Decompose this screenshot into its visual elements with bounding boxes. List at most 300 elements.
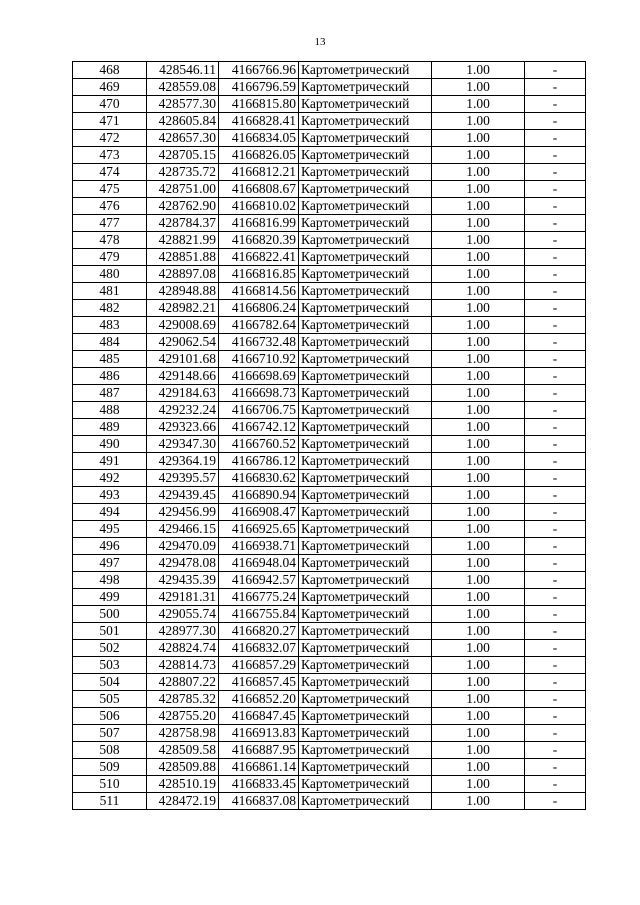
cell-x-coordinate: 429062.54	[147, 334, 219, 351]
cell-method: Картометрический	[299, 385, 432, 402]
cell-x-coordinate: 428758.98	[147, 725, 219, 742]
cell-accuracy: 1.00	[432, 555, 525, 572]
cell-x-coordinate: 428821.99	[147, 232, 219, 249]
cell-point-number: 491	[73, 453, 147, 470]
cell-y-coordinate: 4166710.92	[219, 351, 299, 368]
cell-method: Картометрический	[299, 453, 432, 470]
cell-description: -	[525, 691, 586, 708]
cell-y-coordinate: 4166834.05	[219, 130, 299, 147]
cell-accuracy: 1.00	[432, 402, 525, 419]
cell-method: Картометрический	[299, 708, 432, 725]
cell-description: -	[525, 130, 586, 147]
cell-y-coordinate: 4166698.69	[219, 368, 299, 385]
cell-description: -	[525, 759, 586, 776]
table-row	[73, 657, 586, 674]
table-row	[73, 742, 586, 759]
cell-description: -	[525, 793, 586, 810]
cell-accuracy: 1.00	[432, 657, 525, 674]
cell-x-coordinate: 428472.19	[147, 793, 219, 810]
cell-point-number: 486	[73, 368, 147, 385]
cell-description: -	[525, 215, 586, 232]
cell-point-number: 469	[73, 79, 147, 96]
cell-description: -	[525, 334, 586, 351]
cell-method: Картометрический	[299, 402, 432, 419]
cell-x-coordinate: 429470.09	[147, 538, 219, 555]
table-row	[73, 793, 586, 810]
cell-method: Картометрический	[299, 249, 432, 266]
cell-x-coordinate: 429055.74	[147, 606, 219, 623]
cell-x-coordinate: 428897.08	[147, 266, 219, 283]
cell-x-coordinate: 428824.74	[147, 640, 219, 657]
cell-y-coordinate: 4166938.71	[219, 538, 299, 555]
cell-method: Картометрический	[299, 113, 432, 130]
cell-method: Картометрический	[299, 470, 432, 487]
cell-y-coordinate: 4166890.94	[219, 487, 299, 504]
cell-x-coordinate: 429466.15	[147, 521, 219, 538]
table-row	[73, 266, 586, 283]
cell-method: Картометрический	[299, 147, 432, 164]
cell-x-coordinate: 428735.72	[147, 164, 219, 181]
cell-method: Картометрический	[299, 572, 432, 589]
cell-accuracy: 1.00	[432, 164, 525, 181]
cell-method: Картометрический	[299, 538, 432, 555]
table-row	[73, 674, 586, 691]
cell-y-coordinate: 4166814.56	[219, 283, 299, 300]
cell-point-number: 472	[73, 130, 147, 147]
cell-method: Картометрический	[299, 793, 432, 810]
cell-accuracy: 1.00	[432, 759, 525, 776]
cell-accuracy: 1.00	[432, 606, 525, 623]
cell-method: Картометрический	[299, 317, 432, 334]
cell-point-number: 510	[73, 776, 147, 793]
cell-x-coordinate: 428982.21	[147, 300, 219, 317]
cell-accuracy: 1.00	[432, 504, 525, 521]
cell-accuracy: 1.00	[432, 368, 525, 385]
cell-point-number: 468	[73, 62, 147, 79]
cell-method: Картометрический	[299, 725, 432, 742]
cell-accuracy: 1.00	[432, 130, 525, 147]
cell-accuracy: 1.00	[432, 436, 525, 453]
cell-point-number: 506	[73, 708, 147, 725]
table-row	[73, 708, 586, 725]
cell-method: Картометрический	[299, 130, 432, 147]
cell-accuracy: 1.00	[432, 181, 525, 198]
table-row	[73, 555, 586, 572]
cell-x-coordinate: 429008.69	[147, 317, 219, 334]
cell-y-coordinate: 4166832.07	[219, 640, 299, 657]
cell-y-coordinate: 4166810.02	[219, 198, 299, 215]
cell-y-coordinate: 4166755.84	[219, 606, 299, 623]
cell-y-coordinate: 4166816.85	[219, 266, 299, 283]
cell-description: -	[525, 368, 586, 385]
cell-point-number: 508	[73, 742, 147, 759]
cell-method: Картометрический	[299, 266, 432, 283]
cell-method: Картометрический	[299, 300, 432, 317]
table-row	[73, 759, 586, 776]
cell-accuracy: 1.00	[432, 572, 525, 589]
cell-point-number: 477	[73, 215, 147, 232]
table-row	[73, 776, 586, 793]
cell-x-coordinate: 428751.00	[147, 181, 219, 198]
cell-method: Картометрический	[299, 283, 432, 300]
cell-description: -	[525, 640, 586, 657]
cell-y-coordinate: 4166698.73	[219, 385, 299, 402]
cell-x-coordinate: 429456.99	[147, 504, 219, 521]
cell-x-coordinate: 428546.11	[147, 62, 219, 79]
cell-x-coordinate: 428948.88	[147, 283, 219, 300]
cell-point-number: 505	[73, 691, 147, 708]
cell-description: -	[525, 266, 586, 283]
cell-x-coordinate: 428807.22	[147, 674, 219, 691]
cell-accuracy: 1.00	[432, 793, 525, 810]
cell-point-number: 473	[73, 147, 147, 164]
cell-method: Картометрический	[299, 232, 432, 249]
cell-method: Картометрический	[299, 657, 432, 674]
cell-x-coordinate: 429395.57	[147, 470, 219, 487]
table-row	[73, 504, 586, 521]
cell-y-coordinate: 4166908.47	[219, 504, 299, 521]
cell-x-coordinate: 428510.19	[147, 776, 219, 793]
cell-description: -	[525, 198, 586, 215]
cell-y-coordinate: 4166948.04	[219, 555, 299, 572]
cell-y-coordinate: 4166732.48	[219, 334, 299, 351]
table-row	[73, 725, 586, 742]
cell-description: -	[525, 453, 586, 470]
cell-description: -	[525, 674, 586, 691]
cell-x-coordinate: 429181.31	[147, 589, 219, 606]
cell-description: -	[525, 504, 586, 521]
table-row	[73, 487, 586, 504]
cell-y-coordinate: 4166828.41	[219, 113, 299, 130]
cell-description: -	[525, 249, 586, 266]
cell-x-coordinate: 429323.66	[147, 419, 219, 436]
cell-x-coordinate: 429439.45	[147, 487, 219, 504]
cell-accuracy: 1.00	[432, 776, 525, 793]
table-row	[73, 589, 586, 606]
cell-accuracy: 1.00	[432, 249, 525, 266]
cell-accuracy: 1.00	[432, 470, 525, 487]
cell-y-coordinate: 4166942.57	[219, 572, 299, 589]
cell-point-number: 504	[73, 674, 147, 691]
cell-description: -	[525, 572, 586, 589]
cell-accuracy: 1.00	[432, 487, 525, 504]
cell-method: Картометрический	[299, 436, 432, 453]
cell-accuracy: 1.00	[432, 385, 525, 402]
table-row	[73, 79, 586, 96]
cell-accuracy: 1.00	[432, 232, 525, 249]
table-row	[73, 691, 586, 708]
cell-accuracy: 1.00	[432, 708, 525, 725]
cell-description: -	[525, 487, 586, 504]
table-row	[73, 249, 586, 266]
cell-accuracy: 1.00	[432, 266, 525, 283]
cell-method: Картометрический	[299, 181, 432, 198]
cell-accuracy: 1.00	[432, 419, 525, 436]
table-row	[73, 147, 586, 164]
cell-x-coordinate: 428559.08	[147, 79, 219, 96]
cell-point-number: 474	[73, 164, 147, 181]
cell-accuracy: 1.00	[432, 674, 525, 691]
cell-method: Картометрический	[299, 759, 432, 776]
cell-y-coordinate: 4166925.65	[219, 521, 299, 538]
cell-accuracy: 1.00	[432, 62, 525, 79]
cell-point-number: 497	[73, 555, 147, 572]
cell-point-number: 471	[73, 113, 147, 130]
cell-description: -	[525, 113, 586, 130]
cell-x-coordinate: 428705.15	[147, 147, 219, 164]
cell-description: -	[525, 385, 586, 402]
cell-method: Картометрический	[299, 79, 432, 96]
cell-y-coordinate: 4166766.96	[219, 62, 299, 79]
cell-description: -	[525, 606, 586, 623]
table-row	[73, 334, 586, 351]
table-row	[73, 181, 586, 198]
cell-y-coordinate: 4166857.29	[219, 657, 299, 674]
table-row	[73, 283, 586, 300]
cell-accuracy: 1.00	[432, 623, 525, 640]
table-row	[73, 470, 586, 487]
cell-point-number: 511	[73, 793, 147, 810]
cell-point-number: 502	[73, 640, 147, 657]
cell-x-coordinate: 428509.58	[147, 742, 219, 759]
cell-point-number: 509	[73, 759, 147, 776]
cell-point-number: 478	[73, 232, 147, 249]
cell-point-number: 498	[73, 572, 147, 589]
cell-y-coordinate: 4166812.21	[219, 164, 299, 181]
cell-description: -	[525, 164, 586, 181]
cell-x-coordinate: 428785.32	[147, 691, 219, 708]
cell-method: Картометрический	[299, 606, 432, 623]
cell-description: -	[525, 147, 586, 164]
cell-description: -	[525, 589, 586, 606]
cell-description: -	[525, 742, 586, 759]
cell-method: Картометрический	[299, 198, 432, 215]
table-row	[73, 419, 586, 436]
cell-description: -	[525, 470, 586, 487]
table-row	[73, 538, 586, 555]
cell-method: Картометрический	[299, 215, 432, 232]
cell-x-coordinate: 429232.24	[147, 402, 219, 419]
table-row	[73, 640, 586, 657]
table-row	[73, 572, 586, 589]
cell-x-coordinate: 429364.19	[147, 453, 219, 470]
cell-accuracy: 1.00	[432, 283, 525, 300]
cell-point-number: 489	[73, 419, 147, 436]
cell-x-coordinate: 428762.90	[147, 198, 219, 215]
cell-method: Картометрический	[299, 368, 432, 385]
cell-point-number: 470	[73, 96, 147, 113]
cell-x-coordinate: 428814.73	[147, 657, 219, 674]
cell-description: -	[525, 776, 586, 793]
table-row	[73, 317, 586, 334]
cell-point-number: 503	[73, 657, 147, 674]
cell-description: -	[525, 538, 586, 555]
coordinates-table	[72, 61, 586, 810]
table-row	[73, 351, 586, 368]
cell-point-number: 495	[73, 521, 147, 538]
table-row	[73, 436, 586, 453]
cell-point-number: 501	[73, 623, 147, 640]
cell-y-coordinate: 4166822.41	[219, 249, 299, 266]
cell-y-coordinate: 4166913.83	[219, 725, 299, 742]
cell-description: -	[525, 96, 586, 113]
cell-method: Картометрический	[299, 674, 432, 691]
cell-y-coordinate: 4166837.08	[219, 793, 299, 810]
cell-method: Картометрический	[299, 164, 432, 181]
cell-description: -	[525, 419, 586, 436]
cell-method: Картометрический	[299, 742, 432, 759]
cell-y-coordinate: 4166887.95	[219, 742, 299, 759]
cell-method: Картометрический	[299, 640, 432, 657]
cell-method: Картометрический	[299, 521, 432, 538]
cell-x-coordinate: 428851.88	[147, 249, 219, 266]
cell-y-coordinate: 4166816.99	[219, 215, 299, 232]
cell-y-coordinate: 4166775.24	[219, 589, 299, 606]
cell-point-number: 488	[73, 402, 147, 419]
cell-x-coordinate: 429478.08	[147, 555, 219, 572]
cell-description: -	[525, 351, 586, 368]
cell-accuracy: 1.00	[432, 725, 525, 742]
table-row	[73, 232, 586, 249]
cell-description: -	[525, 436, 586, 453]
cell-y-coordinate: 4166706.75	[219, 402, 299, 419]
cell-x-coordinate: 429184.63	[147, 385, 219, 402]
cell-point-number: 485	[73, 351, 147, 368]
cell-description: -	[525, 402, 586, 419]
cell-y-coordinate: 4166820.39	[219, 232, 299, 249]
cell-x-coordinate: 428509.88	[147, 759, 219, 776]
cell-description: -	[525, 283, 586, 300]
cell-y-coordinate: 4166808.67	[219, 181, 299, 198]
cell-point-number: 487	[73, 385, 147, 402]
cell-accuracy: 1.00	[432, 113, 525, 130]
cell-y-coordinate: 4166760.52	[219, 436, 299, 453]
cell-description: -	[525, 181, 586, 198]
cell-method: Картометрический	[299, 334, 432, 351]
cell-x-coordinate: 429148.66	[147, 368, 219, 385]
cell-point-number: 492	[73, 470, 147, 487]
table-row	[73, 164, 586, 181]
table-row	[73, 623, 586, 640]
cell-description: -	[525, 657, 586, 674]
cell-method: Картометрический	[299, 62, 432, 79]
cell-description: -	[525, 555, 586, 572]
cell-y-coordinate: 4166833.45	[219, 776, 299, 793]
cell-y-coordinate: 4166782.64	[219, 317, 299, 334]
cell-accuracy: 1.00	[432, 691, 525, 708]
cell-method: Картометрический	[299, 776, 432, 793]
cell-x-coordinate: 429101.68	[147, 351, 219, 368]
cell-point-number: 493	[73, 487, 147, 504]
cell-point-number: 479	[73, 249, 147, 266]
cell-x-coordinate: 428577.30	[147, 96, 219, 113]
cell-y-coordinate: 4166857.45	[219, 674, 299, 691]
table-row	[73, 402, 586, 419]
cell-x-coordinate: 429347.30	[147, 436, 219, 453]
table-row	[73, 62, 586, 79]
cell-y-coordinate: 4166806.24	[219, 300, 299, 317]
cell-description: -	[525, 317, 586, 334]
cell-description: -	[525, 521, 586, 538]
coordinates-table-body	[73, 62, 586, 810]
cell-accuracy: 1.00	[432, 300, 525, 317]
cell-description: -	[525, 623, 586, 640]
cell-accuracy: 1.00	[432, 147, 525, 164]
cell-description: -	[525, 62, 586, 79]
cell-point-number: 480	[73, 266, 147, 283]
cell-description: -	[525, 79, 586, 96]
cell-accuracy: 1.00	[432, 453, 525, 470]
cell-y-coordinate: 4166826.05	[219, 147, 299, 164]
cell-y-coordinate: 4166852.20	[219, 691, 299, 708]
cell-accuracy: 1.00	[432, 521, 525, 538]
cell-x-coordinate: 428657.30	[147, 130, 219, 147]
cell-method: Картометрический	[299, 487, 432, 504]
table-row	[73, 130, 586, 147]
cell-y-coordinate: 4166786.12	[219, 453, 299, 470]
cell-point-number: 483	[73, 317, 147, 334]
cell-point-number: 481	[73, 283, 147, 300]
cell-point-number: 482	[73, 300, 147, 317]
cell-y-coordinate: 4166820.27	[219, 623, 299, 640]
cell-accuracy: 1.00	[432, 79, 525, 96]
table-row	[73, 521, 586, 538]
table-row	[73, 215, 586, 232]
cell-point-number: 475	[73, 181, 147, 198]
cell-y-coordinate: 4166815.80	[219, 96, 299, 113]
cell-accuracy: 1.00	[432, 317, 525, 334]
table-row	[73, 606, 586, 623]
cell-method: Картометрический	[299, 504, 432, 521]
cell-method: Картометрический	[299, 419, 432, 436]
cell-accuracy: 1.00	[432, 215, 525, 232]
cell-description: -	[525, 708, 586, 725]
cell-method: Картометрический	[299, 96, 432, 113]
table-row	[73, 368, 586, 385]
cell-accuracy: 1.00	[432, 334, 525, 351]
cell-point-number: 507	[73, 725, 147, 742]
cell-accuracy: 1.00	[432, 351, 525, 368]
cell-y-coordinate: 4166742.12	[219, 419, 299, 436]
cell-accuracy: 1.00	[432, 538, 525, 555]
cell-x-coordinate: 428605.84	[147, 113, 219, 130]
cell-point-number: 484	[73, 334, 147, 351]
cell-y-coordinate: 4166796.59	[219, 79, 299, 96]
cell-point-number: 494	[73, 504, 147, 521]
cell-x-coordinate: 429435.39	[147, 572, 219, 589]
table-row	[73, 300, 586, 317]
cell-x-coordinate: 428755.20	[147, 708, 219, 725]
cell-accuracy: 1.00	[432, 640, 525, 657]
cell-accuracy: 1.00	[432, 96, 525, 113]
cell-method: Картометрический	[299, 589, 432, 606]
table-row	[73, 453, 586, 470]
cell-method: Картометрический	[299, 623, 432, 640]
cell-x-coordinate: 428784.37	[147, 215, 219, 232]
cell-point-number: 476	[73, 198, 147, 215]
cell-point-number: 490	[73, 436, 147, 453]
cell-accuracy: 1.00	[432, 589, 525, 606]
table-row	[73, 96, 586, 113]
cell-accuracy: 1.00	[432, 742, 525, 759]
cell-description: -	[525, 300, 586, 317]
cell-x-coordinate: 428977.30	[147, 623, 219, 640]
cell-method: Картометрический	[299, 691, 432, 708]
cell-accuracy: 1.00	[432, 198, 525, 215]
table-row	[73, 113, 586, 130]
cell-method: Картометрический	[299, 555, 432, 572]
cell-point-number: 496	[73, 538, 147, 555]
